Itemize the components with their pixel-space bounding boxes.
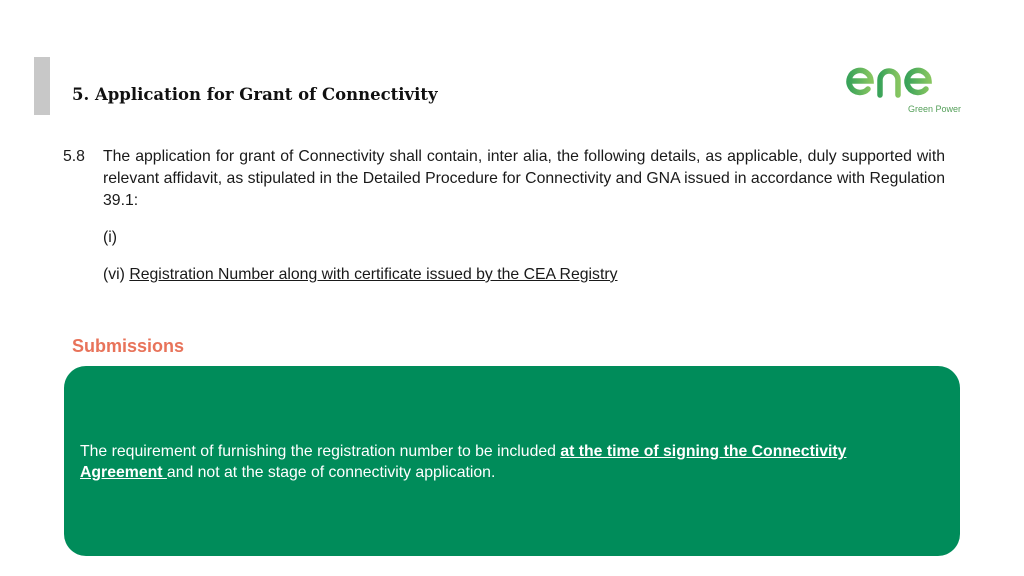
clause-item-text: Registration Number along with certificate issued by the CEA Registry <box>129 266 618 283</box>
enel-green-power-logo <box>846 56 961 118</box>
page-title: 5. Application for Grant of Connectivity <box>72 85 438 104</box>
title-accent-bar <box>34 57 50 115</box>
clause-text: The application for grant of Connectivity shall contain, inter alia, the following details, as applicable, duly supported with relevant affidavit, as stipulated in the Detailed Procedure for Connectivity and GNA issued in accordance with Regulation 39.1: <box>103 148 945 209</box>
submissions-text <box>80 441 930 483</box>
submissions-text-before: The requirement of furnishing the registration number to be included <box>80 443 561 460</box>
clause-item-marker: (i) <box>103 229 118 246</box>
submissions-text-after: and not at the stage of connectivity application. <box>166 464 496 481</box>
logo-subtitle: Green Power <box>907 104 961 114</box>
submissions-text-highlight: at the time of signing the Connectivity Agreement <box>80 443 847 481</box>
submissions-heading: Submissions <box>72 336 185 356</box>
clause-item-vi <box>103 266 618 284</box>
clause-number: 5.8 <box>63 148 85 165</box>
enel-wordmark-logo <box>846 56 961 102</box>
clause-item-marker: (vi) <box>103 266 125 283</box>
submissions-box <box>64 366 960 556</box>
clause-item-i <box>103 229 117 247</box>
clause-5-8 <box>63 146 945 212</box>
